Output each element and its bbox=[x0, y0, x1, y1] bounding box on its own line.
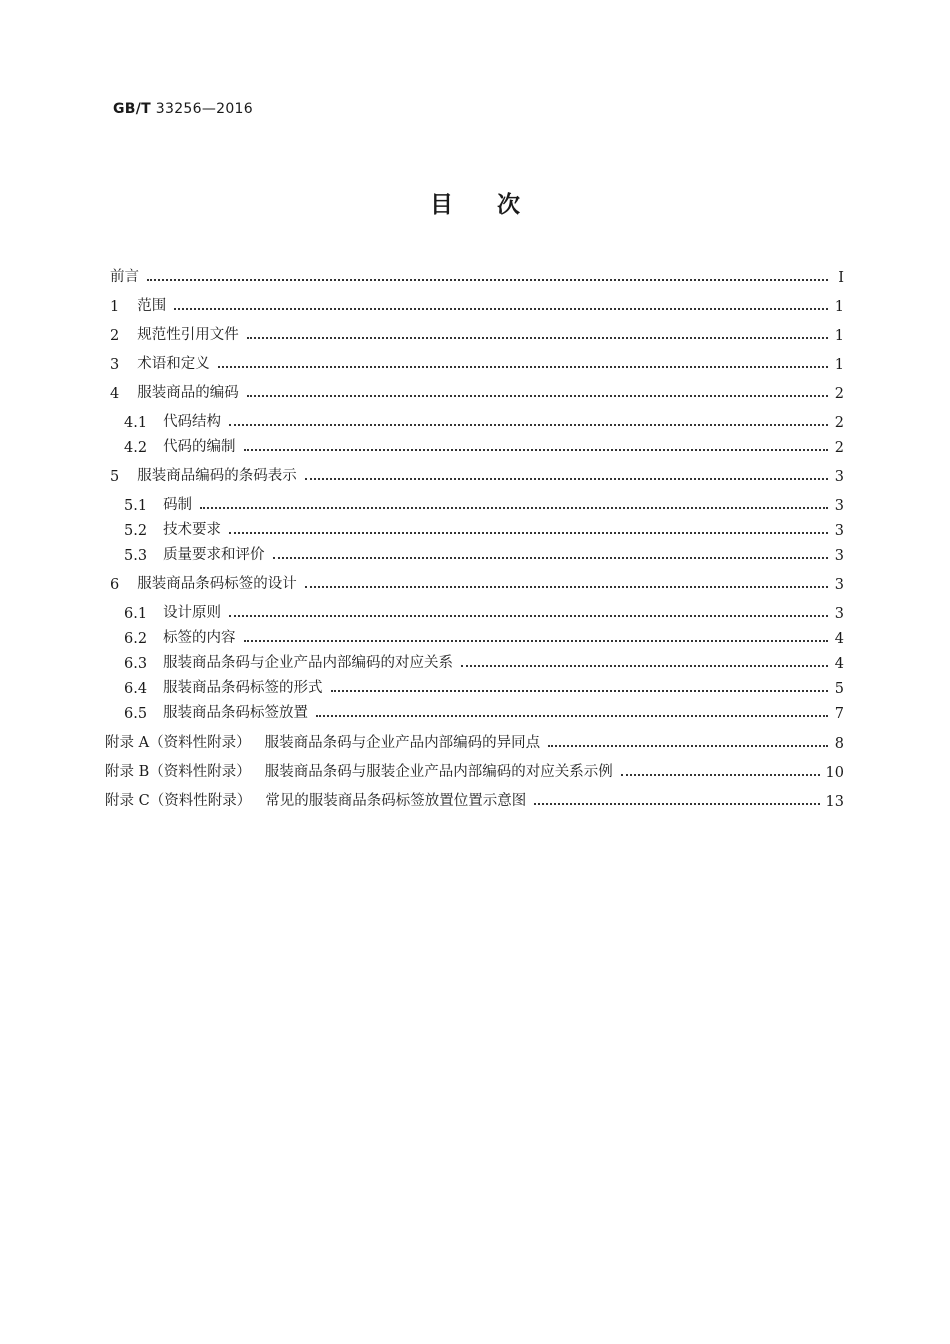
standard-number: 33256—2016 bbox=[155, 101, 253, 117]
toc-leader-dots bbox=[247, 336, 828, 339]
toc-entry-page: I bbox=[838, 270, 844, 286]
toc-entry-label: 术语和定义 bbox=[137, 356, 210, 372]
toc-entry-number: 6.3 bbox=[124, 656, 148, 672]
toc-entry[interactable] bbox=[110, 571, 844, 593]
toc-entry-number: 5.2 bbox=[124, 523, 148, 539]
toc-entry-number: 5.3 bbox=[124, 548, 148, 564]
toc-entry-number: 1 bbox=[110, 299, 120, 315]
toc-entry[interactable] bbox=[124, 650, 844, 672]
toc-entry-label: 服装商品条码与企业产品内部编码的异同点 bbox=[264, 735, 541, 751]
standard-code: GB/T bbox=[113, 101, 152, 117]
toc-entry-page: 2 bbox=[834, 415, 844, 431]
toc-leader-dots bbox=[229, 423, 828, 426]
toc-entry-label: 码制 bbox=[163, 497, 193, 513]
toc-entry-page: 5 bbox=[834, 681, 844, 697]
toc-leader-dots bbox=[218, 365, 828, 368]
toc-entry[interactable] bbox=[124, 542, 844, 564]
toc-leader-dots bbox=[461, 664, 828, 667]
toc-entry[interactable] bbox=[110, 264, 844, 286]
toc-entry-page: 1 bbox=[834, 357, 844, 373]
toc-leader-dots bbox=[229, 531, 828, 534]
toc-leader-dots bbox=[534, 802, 819, 805]
toc-entry-page: 3 bbox=[834, 577, 844, 593]
toc-entry-label: 服装商品编码的条码表示 bbox=[137, 468, 297, 484]
toc-entry-page: 10 bbox=[825, 765, 844, 781]
toc-entry-label: 规范性引用文件 bbox=[137, 327, 239, 343]
toc-entry-number: 6.4 bbox=[124, 681, 148, 697]
toc-leader-dots bbox=[548, 744, 828, 747]
toc-leader-dots bbox=[229, 614, 828, 617]
toc-entry-page: 3 bbox=[834, 469, 844, 485]
toc-entry-number: 3 bbox=[110, 357, 120, 373]
toc-entry-page: 2 bbox=[834, 386, 844, 402]
toc-entry-page: 3 bbox=[834, 498, 844, 514]
toc-entry-number: 5.1 bbox=[124, 498, 148, 514]
toc-entry-label: 常见的服装商品条码标签放置位置示意图 bbox=[265, 793, 527, 809]
toc-entry-number: 6.1 bbox=[124, 606, 148, 622]
toc-entry-number: 6.5 bbox=[124, 706, 148, 722]
page-title: 目次 bbox=[430, 192, 564, 218]
toc-leader-dots bbox=[305, 477, 828, 480]
toc-entry-number: 附录 A（资料性附录） bbox=[105, 735, 251, 751]
toc-entry-number: 4.1 bbox=[124, 415, 148, 431]
toc-leader-dots bbox=[244, 448, 828, 451]
toc-entry[interactable] bbox=[110, 322, 844, 344]
toc-entry-number: 4 bbox=[110, 386, 120, 402]
toc-entry[interactable] bbox=[124, 492, 844, 514]
toc-leader-dots bbox=[244, 639, 828, 642]
toc-entry[interactable] bbox=[110, 380, 844, 402]
toc-entry-label: 服装商品条码标签放置 bbox=[163, 705, 309, 721]
toc-entry-page: 8 bbox=[834, 736, 844, 752]
toc-entry-page: 7 bbox=[834, 706, 844, 722]
toc-entry-page: 2 bbox=[834, 440, 844, 456]
toc-entry-page: 1 bbox=[834, 328, 844, 344]
toc-entry-label: 设计原则 bbox=[163, 605, 222, 621]
toc-leader-dots bbox=[621, 773, 820, 776]
toc-entry[interactable] bbox=[124, 434, 844, 456]
toc-entry-page: 3 bbox=[834, 548, 844, 564]
toc-entry[interactable] bbox=[124, 409, 844, 431]
toc-leader-dots bbox=[200, 506, 828, 509]
toc-entry[interactable] bbox=[110, 293, 844, 315]
toc-entry-number: 5 bbox=[110, 469, 120, 485]
toc-leader-dots bbox=[273, 556, 828, 559]
toc-entry-label: 前言 bbox=[110, 269, 139, 285]
toc-entry[interactable] bbox=[105, 759, 844, 781]
toc-entry[interactable] bbox=[105, 730, 844, 752]
toc-entry-label: 服装商品条码与企业产品内部编码的对应关系 bbox=[163, 655, 454, 671]
toc-entry[interactable] bbox=[124, 625, 844, 647]
toc-entry-number: 附录 C（资料性附录） bbox=[105, 793, 252, 809]
toc-entry-label: 服装商品条码标签的形式 bbox=[163, 680, 323, 696]
toc-entry-label: 服装商品的编码 bbox=[137, 385, 239, 401]
standard-code-header bbox=[113, 101, 253, 117]
toc-entry-label: 服装商品条码与服装企业产品内部编码的对应关系示例 bbox=[264, 764, 613, 780]
toc-entry[interactable] bbox=[124, 517, 844, 539]
toc-entry-page: 3 bbox=[834, 606, 844, 622]
toc-entry-label: 服装商品条码标签的设计 bbox=[137, 576, 297, 592]
toc-leader-dots bbox=[331, 689, 828, 692]
toc-entry[interactable] bbox=[105, 788, 844, 810]
toc-entry-number: 附录 B（资料性附录） bbox=[105, 764, 251, 780]
toc-leader-dots bbox=[174, 307, 828, 310]
toc-entry-page: 1 bbox=[834, 299, 844, 315]
toc-entry-number: 2 bbox=[110, 328, 120, 344]
toc-leader-dots bbox=[316, 714, 828, 717]
toc-entry-label: 代码结构 bbox=[163, 414, 222, 430]
toc-entry[interactable] bbox=[110, 351, 844, 373]
toc-entry-label: 标签的内容 bbox=[163, 630, 236, 646]
toc-entry-number: 6 bbox=[110, 577, 120, 593]
toc-entry-page: 4 bbox=[834, 656, 844, 672]
toc-entry-page: 13 bbox=[825, 794, 844, 810]
toc-entry-number: 6.2 bbox=[124, 631, 148, 647]
toc-entry-label: 质量要求和评价 bbox=[163, 547, 265, 563]
toc-entry[interactable] bbox=[124, 675, 844, 697]
toc-entry[interactable] bbox=[110, 463, 844, 485]
toc-entry-number: 4.2 bbox=[124, 440, 148, 456]
toc-entry-page: 3 bbox=[834, 523, 844, 539]
toc-entry[interactable] bbox=[124, 600, 844, 622]
toc-entry[interactable] bbox=[124, 700, 844, 722]
toc-leader-dots bbox=[305, 585, 828, 588]
toc-entry-label: 技术要求 bbox=[163, 522, 222, 538]
toc-leader-dots bbox=[247, 394, 828, 397]
toc-entry-label: 代码的编制 bbox=[163, 439, 236, 455]
toc-leader-dots bbox=[147, 278, 828, 281]
toc-entry-label: 范围 bbox=[137, 298, 167, 314]
toc-entry-page: 4 bbox=[834, 631, 844, 647]
